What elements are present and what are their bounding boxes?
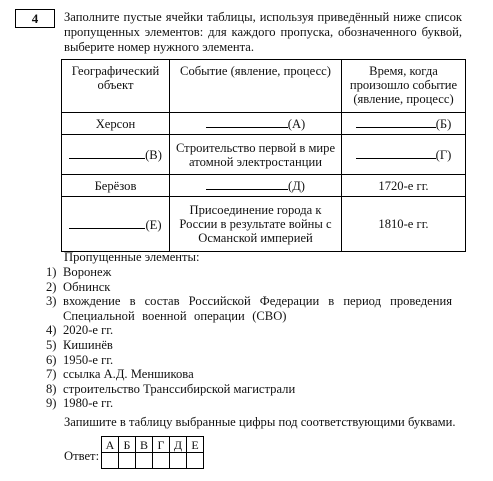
cell-geo-object: Херсон: [62, 113, 170, 135]
option-text: вхождение в состав Российской Федерации в период проведения Специальной военной операции (СВО): [63, 294, 452, 323]
list-item: [46, 367, 452, 382]
blank-line: [206, 178, 288, 190]
option-text: строительство Транссибирской магистрали: [63, 381, 296, 396]
option-text: Обнинск: [63, 279, 111, 294]
blank-letter: (Г): [435, 148, 452, 162]
table-row: [62, 135, 466, 175]
answer-letter: Е: [187, 437, 204, 453]
cell-geo-blank[interactable]: [62, 135, 170, 175]
blank-line: [356, 147, 436, 159]
blank-line: [69, 217, 145, 229]
header-event: Событие (явление, процесс): [170, 60, 342, 113]
blank-letter: (Е): [145, 217, 162, 232]
cell-time-blank[interactable]: [342, 135, 466, 175]
cell-event: Строительство первой в мире атомной электростанции: [170, 135, 342, 175]
option-number: 3): [46, 294, 57, 309]
blank-line: [206, 116, 288, 128]
option-number: 6): [46, 352, 57, 367]
cell-geo-object: Берёзов: [62, 175, 170, 197]
list-item: [46, 353, 452, 368]
option-number: 7): [46, 367, 57, 382]
task-text: Заполните пустые ячейки таблицы, используя приведённый ниже список пропущенных элементов: для каждого пропуска, обозначенного буквой, выберите номер нужного элемента.: [64, 10, 462, 54]
option-number: 1): [46, 265, 57, 279]
table-row: [62, 175, 466, 197]
cell-event-blank[interactable]: [170, 113, 342, 135]
option-number: 8): [46, 381, 57, 396]
cell-time: 1720-е гг.: [342, 175, 466, 197]
option-text: 1980-е гг.: [63, 396, 114, 411]
answer-letter: Б: [119, 437, 136, 453]
blank-letter: (Д): [288, 179, 305, 193]
answer-input-row: [102, 453, 204, 469]
answer-letter: В: [136, 437, 153, 453]
option-number: 5): [46, 337, 57, 352]
option-number: 2): [46, 279, 57, 294]
table-header-row: [62, 60, 466, 113]
answer-cell-b[interactable]: [119, 453, 136, 469]
list-item: [46, 338, 452, 353]
answer-label: Ответ:: [64, 449, 100, 463]
table-row: [62, 197, 466, 252]
blank-line: [69, 147, 145, 159]
answer-cell-a[interactable]: [102, 453, 119, 469]
blank-letter: (В): [145, 148, 162, 162]
option-number: 4): [46, 323, 57, 338]
list-item: [46, 396, 452, 411]
question-number: 4: [15, 9, 55, 28]
answer-cell-d[interactable]: [170, 453, 187, 469]
table-row: [62, 113, 466, 135]
events-table: [61, 59, 466, 252]
options-list: [46, 265, 452, 411]
option-text: 2020-е гг.: [63, 323, 114, 338]
header-geo-object: Географический объект: [62, 60, 170, 113]
cell-geo-blank[interactable]: [62, 197, 170, 252]
answer-cell-v[interactable]: [136, 453, 153, 469]
cell-event-blank[interactable]: [170, 175, 342, 197]
option-number: 9): [46, 396, 57, 411]
list-item: [46, 323, 452, 338]
list-item: [46, 280, 452, 295]
option-text: Воронеж: [63, 265, 112, 279]
cell-time-blank[interactable]: [342, 113, 466, 135]
blank-letter: (Б): [435, 117, 452, 131]
option-text: Кишинёв: [63, 337, 113, 352]
cell-time: 1810-е гг.: [342, 197, 466, 252]
answer-grid: [101, 436, 204, 469]
list-item: [46, 382, 452, 397]
blank-letter: (А): [287, 117, 306, 131]
missing-elements-title: Пропущенные элементы:: [64, 250, 200, 264]
option-text: ссылка А.Д. Меншикова: [63, 367, 194, 382]
answer-letter: А: [102, 437, 119, 453]
header-time: Время, когда произошло событие (явление, процесс): [342, 60, 466, 113]
answer-letters-row: [102, 437, 204, 453]
answer-letter: Д: [170, 437, 187, 453]
answer-cell-e[interactable]: [187, 453, 204, 469]
cell-event: Присоединение города к России в результате войны с Османской империей: [170, 197, 342, 252]
answer-cell-g[interactable]: [153, 453, 170, 469]
list-item: [46, 265, 452, 280]
list-item: [46, 294, 452, 323]
answer-letter: Г: [153, 437, 170, 453]
blank-line: [356, 116, 436, 128]
option-text: 1950-е гг.: [63, 352, 114, 367]
instruction-text: Запишите в таблицу выбранные цифры под соответствующими буквами.: [64, 415, 456, 429]
